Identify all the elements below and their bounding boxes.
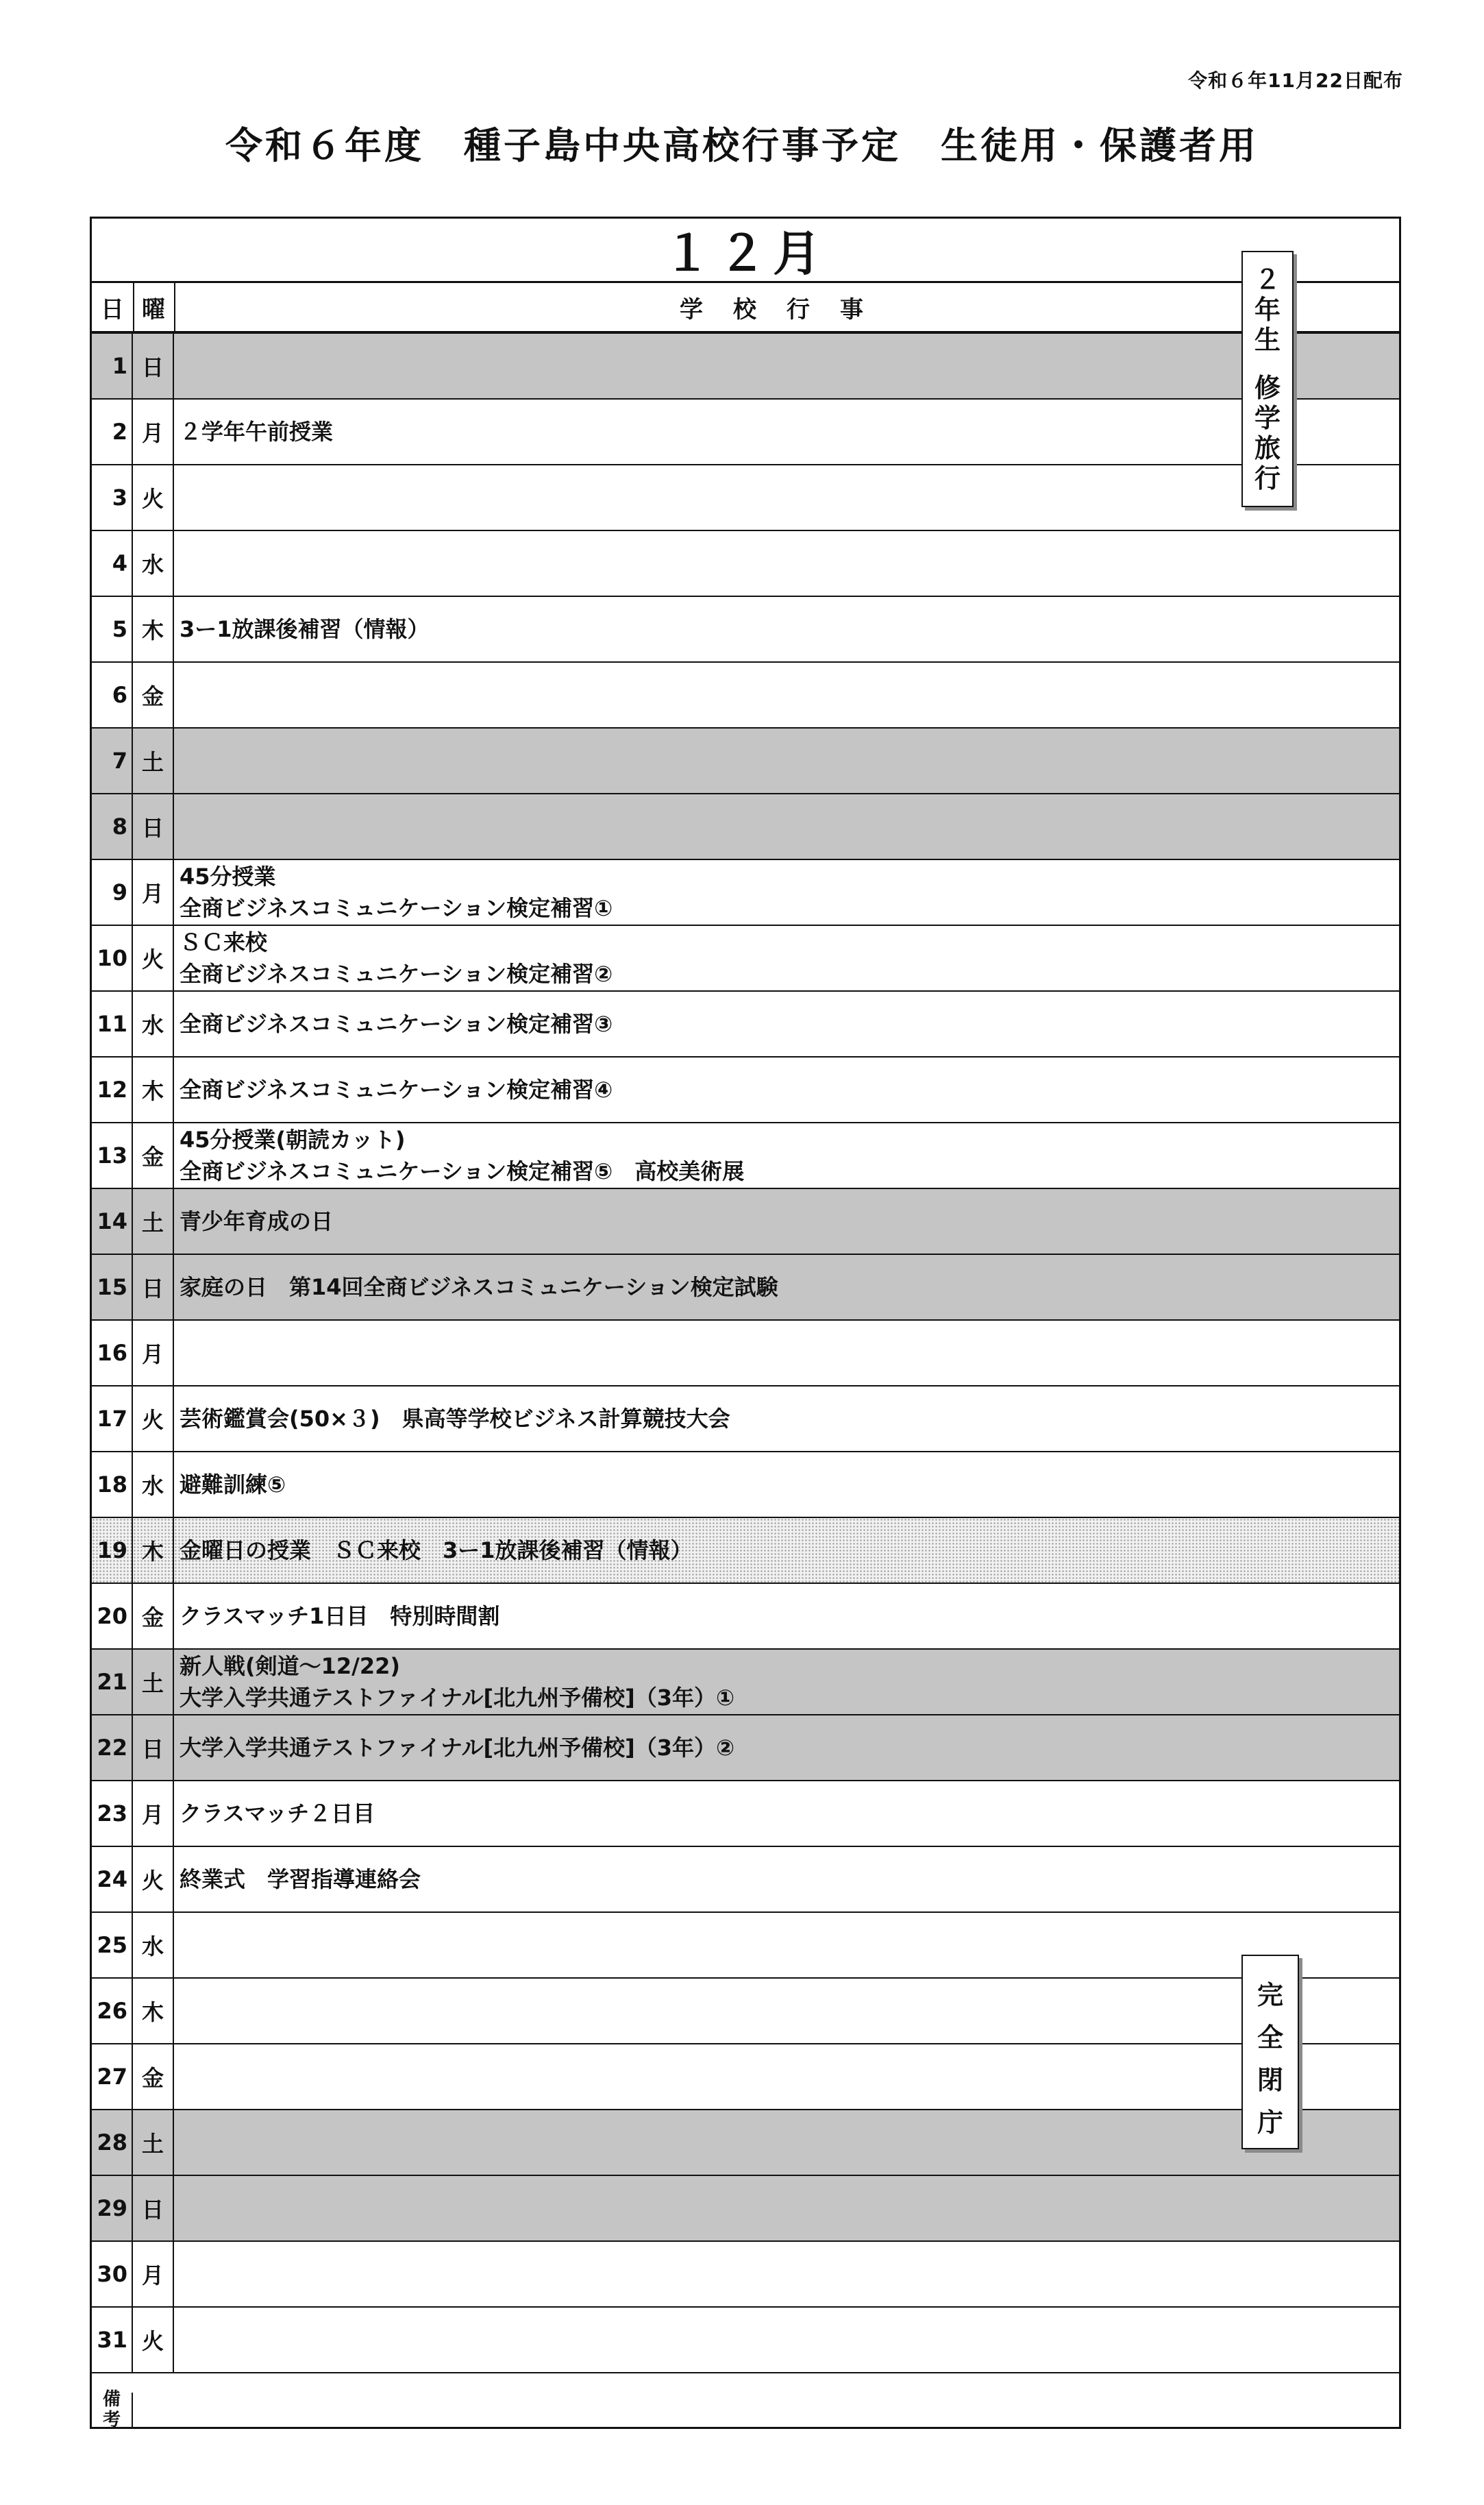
row-day: 31 — [92, 2308, 133, 2372]
notes-label-char: 備 — [102, 2389, 121, 2410]
row-weekday: 日 — [133, 334, 174, 398]
row-weekday: 土 — [133, 1650, 174, 1714]
row-weekday: 日 — [133, 1715, 174, 1780]
column-weekday-header: 曜 — [133, 283, 175, 331]
table-row — [92, 794, 1399, 860]
table-row — [92, 663, 1399, 729]
row-day: 30 — [92, 2242, 133, 2306]
event-line: クラスマッチ1日目 特別時間割 — [180, 1603, 500, 1629]
row-weekday: 土 — [133, 1189, 174, 1254]
callout-char: 全 — [1257, 2023, 1283, 2053]
table-row — [92, 1123, 1399, 1189]
row-events — [174, 794, 1399, 859]
row-events — [174, 2044, 1399, 2109]
row-events — [174, 1650, 1399, 1714]
row-events — [174, 1452, 1399, 1517]
row-events — [174, 1123, 1399, 1188]
row-weekday: 金 — [133, 1584, 174, 1648]
month-title: １２月 — [92, 219, 1399, 283]
row-events — [174, 2308, 1399, 2372]
row-day: 4 — [92, 531, 133, 596]
table-row — [92, 334, 1399, 400]
row-day: 18 — [92, 1452, 133, 1517]
row-events — [174, 1913, 1399, 1977]
row-events — [174, 926, 1399, 990]
row-events — [174, 465, 1399, 530]
row-day: 21 — [92, 1650, 133, 1714]
office-closed-callout — [1241, 1955, 1299, 2149]
row-events — [174, 334, 1399, 398]
callout-char: 修 — [1254, 373, 1281, 403]
column-header — [92, 283, 1399, 334]
table-row — [92, 1386, 1399, 1452]
event-line: 金曜日の授業 ＳＣ来校 3ー1放課後補習（情報） — [180, 1537, 693, 1563]
table-row — [92, 1255, 1399, 1321]
event-line: 芸術鑑賞会(50×３) 県高等学校ビジネス計算競技大会 — [180, 1406, 730, 1432]
row-day: 2 — [92, 400, 133, 464]
column-day-header: 日 — [92, 283, 134, 331]
row-weekday: 火 — [133, 1386, 174, 1451]
row-day: 9 — [92, 860, 133, 925]
row-events — [174, 1781, 1399, 1846]
row-day: 29 — [92, 2176, 133, 2240]
row-events — [174, 597, 1399, 661]
notes-row — [92, 2389, 1399, 2430]
row-day: 23 — [92, 1781, 133, 1846]
event-line: 全商ビジネスコミュニケーション検定補習① — [180, 895, 613, 921]
table-row — [92, 2044, 1399, 2110]
page-title: 令和６年度 種子島中央高校行事予定 生徒用・保護者用 — [225, 124, 1259, 167]
table-row — [92, 400, 1399, 465]
row-events — [174, 1255, 1399, 1319]
callout-char: 完 — [1257, 1980, 1283, 2010]
table-row — [92, 1584, 1399, 1650]
row-events — [174, 1189, 1399, 1254]
event-line: 新人戦(剣道～12/22) — [180, 1653, 401, 1679]
row-weekday: 水 — [133, 1452, 174, 1517]
row-events — [174, 1386, 1399, 1451]
row-day: 16 — [92, 1321, 133, 1385]
row-weekday: 火 — [133, 926, 174, 990]
table-row — [92, 992, 1399, 1058]
table-row — [92, 1058, 1399, 1123]
row-day: 14 — [92, 1189, 133, 1254]
table-row — [92, 597, 1399, 663]
row-events — [174, 729, 1399, 793]
row-day: 10 — [92, 926, 133, 990]
row-day: 13 — [92, 1123, 133, 1188]
row-weekday: 水 — [133, 992, 174, 1056]
row-events — [174, 1518, 1399, 1583]
row-weekday: 木 — [133, 1979, 174, 2043]
row-events — [174, 663, 1399, 727]
row-weekday: 土 — [133, 729, 174, 793]
table-row — [92, 1781, 1399, 1847]
event-line: ２学年午前授業 — [180, 419, 334, 445]
row-day: 22 — [92, 1715, 133, 1780]
table-row — [92, 2110, 1399, 2176]
row-day: 20 — [92, 1584, 133, 1648]
row-day: 11 — [92, 992, 133, 1056]
event-line: 避難訓練⑤ — [180, 1471, 286, 1498]
row-day: 24 — [92, 1847, 133, 1911]
row-day: 12 — [92, 1058, 133, 1122]
row-events — [174, 2242, 1399, 2306]
schedule-table — [90, 217, 1401, 2429]
row-events — [174, 1979, 1399, 2043]
row-weekday: 金 — [133, 2044, 174, 2109]
event-line: 全商ビジネスコミュニケーション検定補習④ — [180, 1077, 613, 1103]
row-events — [174, 2110, 1399, 2175]
event-line: 45分授業(朝読カット) — [180, 1127, 406, 1153]
row-day: 1 — [92, 334, 133, 398]
row-events — [174, 1715, 1399, 1780]
row-day: 7 — [92, 729, 133, 793]
row-weekday: 日 — [133, 2176, 174, 2240]
row-weekday: 月 — [133, 2242, 174, 2306]
row-weekday: 月 — [133, 1781, 174, 1846]
row-day: 26 — [92, 1979, 133, 2043]
row-events — [174, 992, 1399, 1056]
event-line: 大学入学共通テストファイナル[北九州予備校]（3年）① — [180, 1685, 735, 1711]
callout-char: 学 — [1254, 403, 1281, 433]
row-events — [174, 1058, 1399, 1122]
row-day: 15 — [92, 1255, 133, 1319]
row-events — [174, 1584, 1399, 1648]
table-row — [92, 1650, 1399, 1715]
event-line: 45分授業 — [180, 864, 276, 890]
table-row — [92, 926, 1399, 992]
row-day: 25 — [92, 1913, 133, 1977]
table-row — [92, 2176, 1399, 2242]
table-row — [92, 1321, 1399, 1386]
row-events — [174, 1321, 1399, 1385]
notes-label — [92, 2389, 133, 2430]
row-day: 19 — [92, 1518, 133, 1583]
row-events — [174, 1847, 1399, 1911]
row-events — [174, 400, 1399, 464]
table-row — [92, 729, 1399, 794]
callout-char: 年 — [1254, 295, 1281, 325]
callout-char: 庁 — [1257, 2107, 1283, 2138]
table-row — [92, 1847, 1399, 1913]
row-events — [174, 531, 1399, 596]
row-weekday: 木 — [133, 1058, 174, 1122]
row-day: 17 — [92, 1386, 133, 1451]
notes-label-char: 考 — [102, 2410, 121, 2430]
row-weekday: 水 — [133, 531, 174, 596]
table-row — [92, 2308, 1399, 2373]
callout-char: ２ — [1254, 265, 1281, 295]
table-row — [92, 1715, 1399, 1781]
table-row — [92, 2242, 1399, 2308]
table-row — [92, 1913, 1399, 1979]
row-weekday: 火 — [133, 1847, 174, 1911]
table-row — [92, 860, 1399, 926]
table-row — [92, 1518, 1399, 1584]
row-events — [174, 860, 1399, 925]
row-weekday: 木 — [133, 597, 174, 661]
table-row — [92, 1189, 1399, 1255]
event-line: 全商ビジネスコミュニケーション検定補習② — [180, 961, 613, 987]
callout-char: 閉 — [1257, 2065, 1283, 2095]
callout-char: 旅 — [1254, 433, 1281, 463]
row-weekday: 金 — [133, 663, 174, 727]
row-weekday: 金 — [133, 1123, 174, 1188]
table-row — [92, 1979, 1399, 2044]
row-weekday: 火 — [133, 465, 174, 530]
callout-char: 生 — [1254, 325, 1281, 355]
row-weekday: 日 — [133, 794, 174, 859]
row-day: 8 — [92, 794, 133, 859]
issue-date: 令和６年11月22日配布 — [1188, 69, 1403, 92]
event-line: ＳＣ来校 — [180, 929, 268, 955]
row-day: 5 — [92, 597, 133, 661]
column-events-header: 学校行事 — [680, 295, 893, 323]
row-day: 6 — [92, 663, 133, 727]
event-line: 家庭の日 第14回全商ビジネスコミュニケーション検定試験 — [180, 1274, 778, 1300]
row-weekday: 月 — [133, 860, 174, 925]
event-line: 3ー1放課後補習（情報） — [180, 616, 430, 642]
event-line: クラスマッチ２日目 — [180, 1800, 375, 1826]
event-line: 終業式 学習指導連絡会 — [180, 1866, 421, 1892]
row-day: 27 — [92, 2044, 133, 2109]
table-row — [92, 1452, 1399, 1518]
event-line: 大学入学共通テストファイナル[北九州予備校]（3年）② — [180, 1735, 735, 1761]
table-row — [92, 531, 1399, 597]
table-row — [92, 465, 1399, 531]
row-day: 3 — [92, 465, 133, 530]
event-line: 青少年育成の日 — [180, 1208, 334, 1234]
row-weekday: 火 — [133, 2308, 174, 2372]
callout-char: 行 — [1254, 463, 1281, 493]
event-line: 全商ビジネスコミュニケーション検定補習⑤ 高校美術展 — [180, 1158, 745, 1184]
row-weekday: 木 — [133, 1518, 174, 1583]
row-events — [174, 2176, 1399, 2240]
event-line: 全商ビジネスコミュニケーション検定補習③ — [180, 1011, 613, 1037]
row-weekday: 日 — [133, 1255, 174, 1319]
row-day: 28 — [92, 2110, 133, 2175]
row-weekday: 土 — [133, 2110, 174, 2175]
notes-text — [140, 2393, 1399, 2427]
row-weekday: 月 — [133, 1321, 174, 1385]
school-trip-callout — [1241, 251, 1294, 507]
row-weekday: 水 — [133, 1913, 174, 1977]
row-weekday: 月 — [133, 400, 174, 464]
